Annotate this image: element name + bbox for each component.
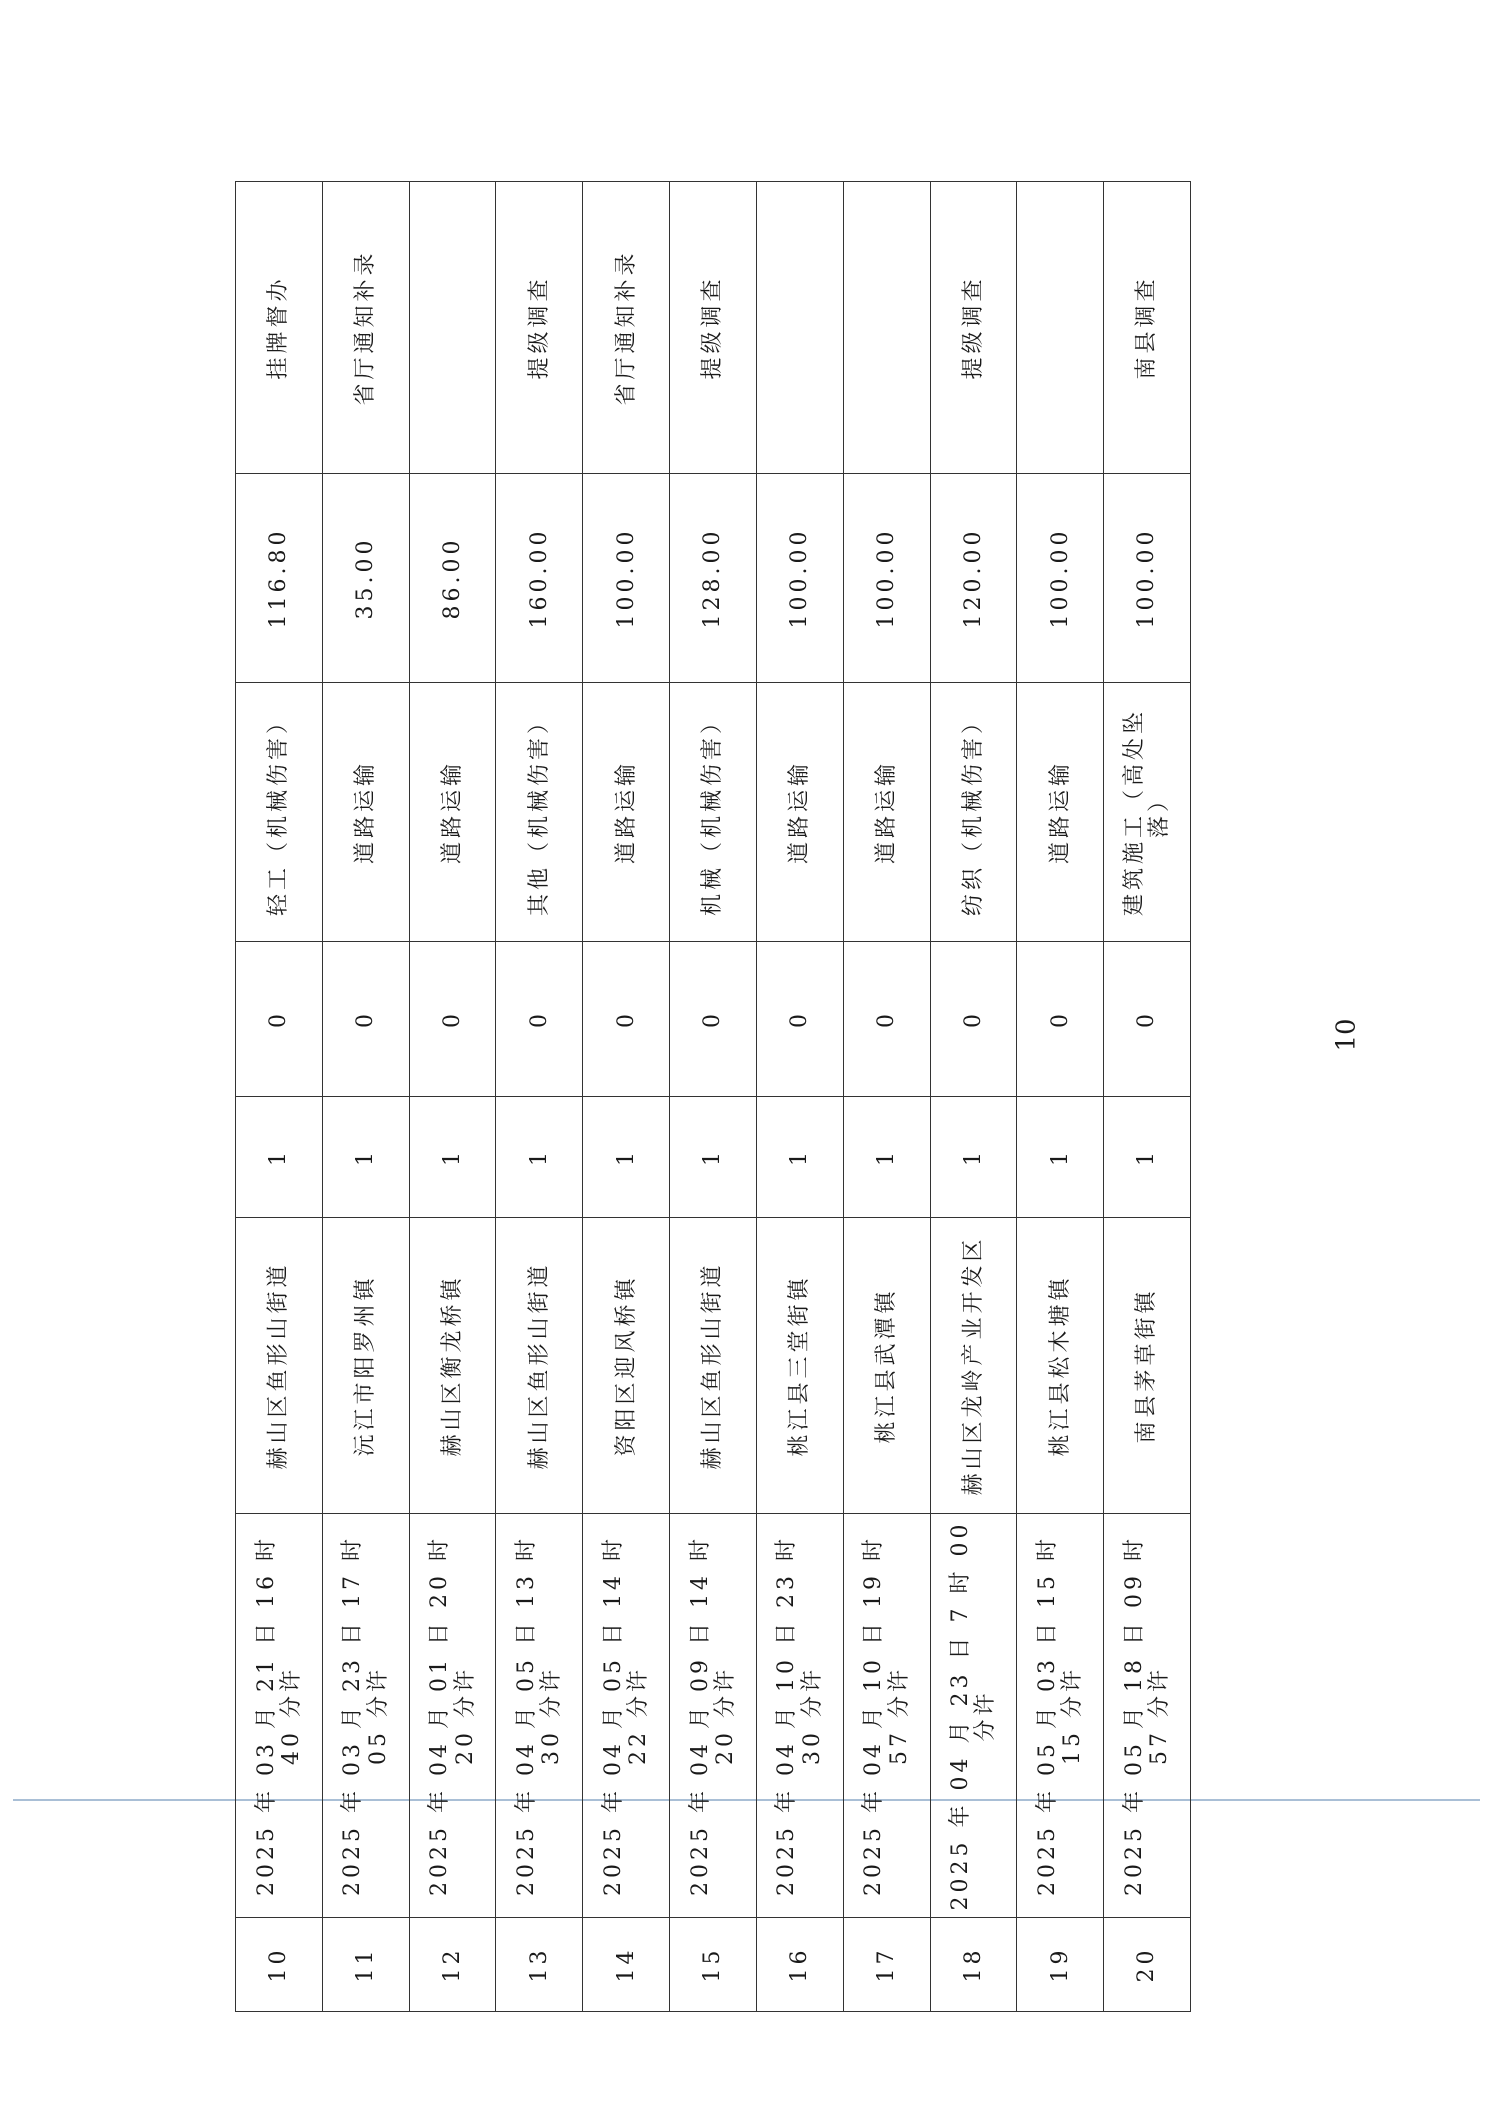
row-number-cell: 19: [1017, 1918, 1104, 2012]
category-cell: 其他（机械伤害）: [496, 683, 583, 942]
location-cell: 资阳区迎风桥镇: [583, 1218, 670, 1514]
amount-cell: 86.00: [409, 474, 496, 683]
accident-time-cell: 2025 年 04 月 05 日 14 时 22 分许: [583, 1514, 670, 1918]
count-b-cell: 0: [930, 942, 1017, 1097]
table-row: [496, 182, 583, 2012]
row-number-cell: 10: [236, 1918, 323, 2012]
table-body: [236, 182, 1191, 2012]
accident-time-cell: 2025 年 04 月 10 日 23 时 30 分许: [756, 1514, 843, 1918]
accident-time-cell: 2025 年 03 月 23 日 17 时 05 分许: [322, 1514, 409, 1918]
category-cell: 轻工（机械伤害）: [236, 683, 323, 942]
accident-table: [235, 181, 1191, 2012]
row-number-cell: 11: [322, 1918, 409, 2012]
amount-cell: 100.00: [843, 474, 930, 683]
table-row: [409, 182, 496, 2012]
location-cell: 桃江县武潭镇: [843, 1218, 930, 1514]
category-cell: 机械（机械伤害）: [670, 683, 757, 942]
amount-cell: 100.00: [583, 474, 670, 683]
count-a-cell: 1: [756, 1097, 843, 1218]
category-cell: 道路运输: [583, 683, 670, 942]
count-b-cell: 0: [670, 942, 757, 1097]
count-b-cell: 0: [583, 942, 670, 1097]
accident-time-cell: 2025 年 04 月 05 日 13 时 30 分许: [496, 1514, 583, 1918]
count-b-cell: 0: [1017, 942, 1104, 1097]
accident-time-cell: 2025 年 03 月 21 日 16 时 40 分许: [236, 1514, 323, 1918]
location-cell: 赫山区龙岭产业开发区: [930, 1218, 1017, 1514]
remark-cell: 提级调查: [930, 182, 1017, 474]
count-b-cell: 0: [496, 942, 583, 1097]
accident-time-cell: 2025 年 04 月 23 日 7 时 00 分许: [930, 1514, 1017, 1918]
count-a-cell: 1: [1104, 1097, 1191, 1218]
category-cell: 道路运输: [843, 683, 930, 942]
row-number-cell: 14: [583, 1918, 670, 2012]
row-number-cell: 15: [670, 1918, 757, 2012]
count-a-cell: 1: [322, 1097, 409, 1218]
table-row: [1017, 182, 1104, 2012]
accident-table-rotated: [235, 182, 1191, 2012]
category-cell: 道路运输: [322, 683, 409, 942]
count-a-cell: 1: [236, 1097, 323, 1218]
category-cell: 道路运输: [409, 683, 496, 942]
count-a-cell: 1: [409, 1097, 496, 1218]
table-row: [236, 182, 323, 2012]
accident-time-cell: 2025 年 05 月 03 日 15 时 15 分许: [1017, 1514, 1104, 1918]
accident-time-cell: 2025 年 04 月 09 日 14 时 20 分许: [670, 1514, 757, 1918]
page-number: 10: [1331, 1018, 1362, 1052]
row-number-cell: 17: [843, 1918, 930, 2012]
count-b-cell: 0: [322, 942, 409, 1097]
row-number-cell: 18: [930, 1918, 1017, 2012]
row-number-cell: 13: [496, 1918, 583, 2012]
location-cell: 南县茅草街镇: [1104, 1218, 1191, 1514]
category-cell: 道路运输: [1017, 683, 1104, 942]
location-cell: 赫山区鱼形山街道: [496, 1218, 583, 1514]
remark-cell: 挂牌督办: [236, 182, 323, 474]
count-a-cell: 1: [583, 1097, 670, 1218]
remark-cell: [843, 182, 930, 474]
remark-cell: [756, 182, 843, 474]
table-row: [756, 182, 843, 2012]
table-row: [843, 182, 930, 2012]
count-a-cell: 1: [496, 1097, 583, 1218]
location-cell: 桃江县松木塘镇: [1017, 1218, 1104, 1514]
count-a-cell: 1: [670, 1097, 757, 1218]
table-row: [583, 182, 670, 2012]
table-row: [322, 182, 409, 2012]
count-b-cell: 0: [843, 942, 930, 1097]
amount-cell: 116.80: [236, 474, 323, 683]
amount-cell: 100.00: [756, 474, 843, 683]
table-row: [930, 182, 1017, 2012]
count-b-cell: 0: [236, 942, 323, 1097]
count-b-cell: 0: [756, 942, 843, 1097]
category-cell: 建筑施工（高处坠落）: [1104, 683, 1191, 942]
remark-cell: 提级调查: [670, 182, 757, 474]
count-a-cell: 1: [1017, 1097, 1104, 1218]
count-a-cell: 1: [843, 1097, 930, 1218]
amount-cell: 35.00: [322, 474, 409, 683]
remark-cell: [1017, 182, 1104, 474]
remark-cell: 省厅通知补录: [322, 182, 409, 474]
location-cell: 沅江市阳罗州镇: [322, 1218, 409, 1514]
remark-cell: 省厅通知补录: [583, 182, 670, 474]
count-b-cell: 0: [409, 942, 496, 1097]
table-row: [1104, 182, 1191, 2012]
location-cell: 赫山区鱼形山街道: [670, 1218, 757, 1514]
count-b-cell: 0: [1104, 942, 1191, 1097]
row-number-cell: 12: [409, 1918, 496, 2012]
remark-cell: 提级调查: [496, 182, 583, 474]
accident-time-cell: 2025 年 04 月 01 日 20 时 20 分许: [409, 1514, 496, 1918]
category-cell: 纺织（机械伤害）: [930, 683, 1017, 942]
amount-cell: 100.00: [1017, 474, 1104, 683]
amount-cell: 100.00: [1104, 474, 1191, 683]
remark-cell: [409, 182, 496, 474]
amount-cell: 128.00: [670, 474, 757, 683]
remark-cell: 南县调查: [1104, 182, 1191, 474]
amount-cell: 120.00: [930, 474, 1017, 683]
location-cell: 桃江县三堂街镇: [756, 1218, 843, 1514]
accident-time-cell: 2025 年 05 月 18 日 09 时 57 分许: [1104, 1514, 1191, 1918]
row-number-cell: 16: [756, 1918, 843, 2012]
location-cell: 赫山区衡龙桥镇: [409, 1218, 496, 1514]
location-cell: 赫山区鱼形山街道: [236, 1218, 323, 1514]
count-a-cell: 1: [930, 1097, 1017, 1218]
category-cell: 道路运输: [756, 683, 843, 942]
table-row: [670, 182, 757, 2012]
row-number-cell: 20: [1104, 1918, 1191, 2012]
amount-cell: 160.00: [496, 474, 583, 683]
accident-time-cell: 2025 年 04 月 10 日 19 时 57 分许: [843, 1514, 930, 1918]
